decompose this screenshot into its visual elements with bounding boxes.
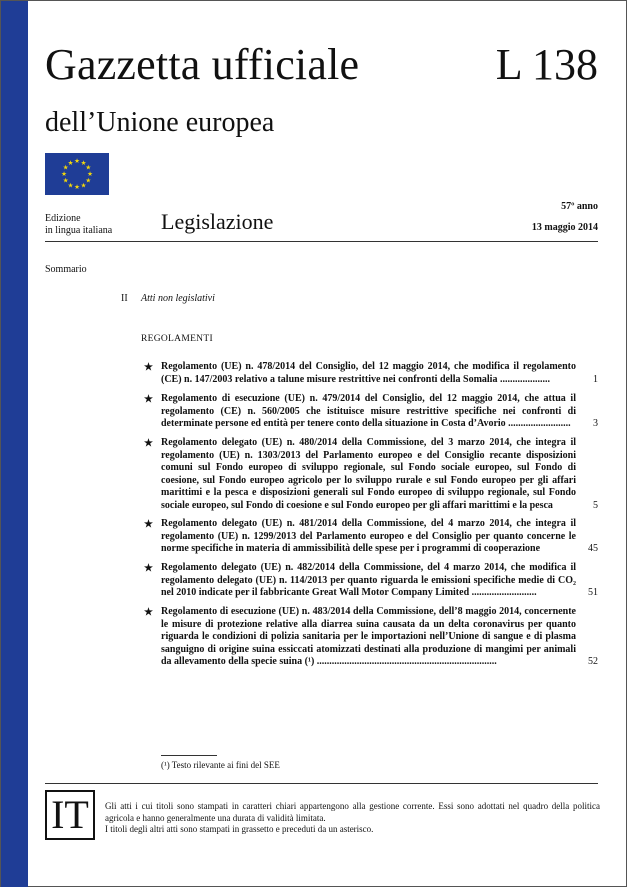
entry-page: 51 [588,587,598,598]
flag-star: ★ [80,182,87,190]
flag-star: ★ [74,184,80,192]
entry-page: 1 [593,374,598,385]
footnote: (¹) Testo rilevante ai fini del SEE [161,760,280,770]
flag-star: ★ [87,171,93,179]
entry-page: 45 [588,543,598,554]
flag-star: ★ [67,159,74,167]
gazette-subtitle: dell’Unione europea [45,107,275,138]
year-label: 57º anno [561,201,598,212]
contents-entry[interactable]: Regolamento delegato (UE) n. 482/2014 della Commissione, del 4 marzo 2014, che modifica il regolamento delegato (UE) n. 114/2013 per quanto riguarda le emissioni specifiche medie di CO₂ nel 2010 indicate per il fabbricante Great Wall Motor Company Limited .......................... [161,562,576,598]
asterisk-icon: ★ [144,394,153,405]
eu-flag-icon [45,153,109,195]
bottom-note-line: Gli atti i cui titoli sono stampati in caratteri chiari appartengono alla gestione corrente. Essi sono adottati nel quadro della politica agricola e hanno generalmente una durata di validità limitata. [105,801,600,823]
language-code-box: IT [45,790,95,840]
asterisk-icon: ★ [144,563,153,574]
divider [45,241,598,242]
gazette-title: Gazzetta ufficiale [45,40,360,89]
edition-line: Edizione [45,213,81,224]
flag-star: ★ [61,171,67,179]
flag-star: ★ [62,164,69,172]
bottom-notes [105,801,600,836]
contents-heading: Sommario [45,264,87,275]
flag-star: ★ [85,164,92,172]
flag-star: ★ [62,177,69,185]
flag-star: ★ [85,177,92,185]
edition-line: in lingua italiana [45,225,113,236]
entry-page: 3 [593,418,598,429]
divider [45,783,598,784]
bottom-note-line: I titoli degli altri atti sono stampati in grassetto e preceduti da un asterisco. [105,824,374,834]
flag-star: ★ [80,159,87,167]
flag-star: ★ [67,182,74,190]
issue-number: L 138 [495,40,598,89]
part-number: II [121,293,128,304]
flag-star: ★ [74,158,80,166]
asterisk-icon: ★ [144,362,153,373]
issue-date: 13 maggio 2014 [531,222,598,233]
asterisk-icon: ★ [144,607,153,618]
contents-entry[interactable]: Regolamento (UE) n. 478/2014 del Consiglio, del 12 maggio 2014, che modifica il regolamento (CE) n. 147/2003 relativo a talune misure restrittive nei confronti della Somalia .................... [161,361,576,385]
part-title: Atti non legislativi [141,293,215,304]
section-title: Legislazione [161,209,274,234]
contents-entry[interactable]: Regolamento di esecuzione (UE) n. 479/2014 del Consiglio, del 12 maggio 2014, che attua il regolamento (CE) n. 560/2005 che istituisce misure restrittive specifiche nei confronti di determinate persone ed entità per tenere conto della situazione in Costa d’Avorio ......................... [161,393,576,429]
asterisk-icon: ★ [144,519,153,530]
edition-label [45,213,112,237]
contents-entry[interactable]: Regolamento delegato (UE) n. 481/2014 della Commissione, del 4 marzo 2014, che integra il regolamento (UE) n. 1299/2013 del Parlamento europeo e del Consiglio per quanto concerne le norme specifiche in materia di ammissibilità delle spese per i programmi di cooperazione [161,518,576,554]
entry-page: 5 [593,500,598,511]
blue-side-bar [1,1,28,887]
footnote-divider [161,755,217,756]
asterisk-icon: ★ [144,438,153,449]
contents-entry[interactable]: Regolamento di esecuzione (UE) n. 483/2014 della Commissione, dell’8 maggio 2014, concernente le misure di protezione relative alla diarrea suina causata da un delta coronavirus per quanto riguarda le condizioni di polizia sanitaria per le importazioni nell’Unione di sangue e di plasma sanguigno di origine suina essiccati atomizzati destinati alla produzione di mangimi per animali da allevamento della specie suina (¹) ........................................................................ [161,606,576,667]
category-heading: REGOLAMENTI [141,334,213,344]
entry-page: 52 [588,656,598,667]
contents-entry[interactable]: Regolamento delegato (UE) n. 480/2014 della Commissione, del 3 marzo 2014, che integra il regolamento (UE) n. 1303/2013 del Parlamento europeo e del Consiglio recante disposizioni comuni sul Fondo europeo di sviluppo regionale, sul Fondo sociale europeo, sul Fondo di coesione, sul Fondo europeo agricolo per lo sviluppo rurale e sul Fondo europeo per gli affari marittimi e la pesca e disposizioni generali sul Fondo europeo di sviluppo regionale, sul Fondo sociale europeo, sul Fondo di coesione e sul Fondo europeo per gli affari marittimi e la pesca [161,437,576,511]
